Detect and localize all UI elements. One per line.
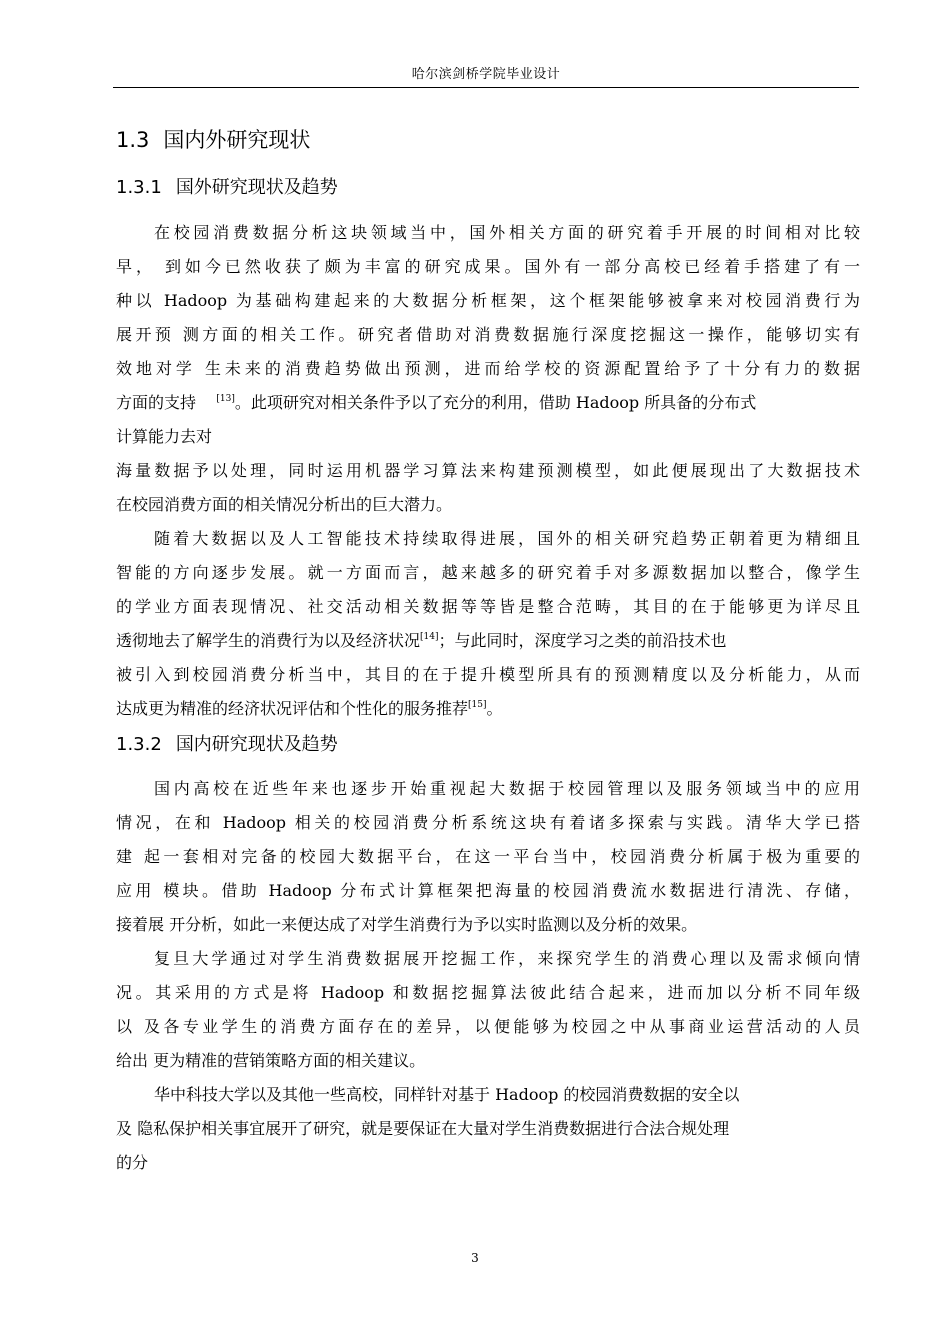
paragraph-line: 的分 [116,1153,149,1172]
line-text: 。此项研究对相关条件予以了充分的利用，借助 Hadoop 所具备的分布式 [234,393,757,412]
subsection-title: 国外研究现状及趋势 [175,177,338,198]
section-heading [116,126,310,154]
paragraph-line: 种以 Hadoop 为基础构建起来的大数据分析框架，这个框架能够被拿来对校园消费行为 [116,291,860,310]
line-text: ；与此同时，深度学习之类的前沿技术也 [438,631,727,650]
paragraph-line: 情况，在和 Hadoop 相关的校园消费分析系统这块有着诸多探索与实践。清华大学已搭 [116,813,860,832]
paragraph-line: 效地对学 生未来的消费趋势做出预测，进而给学校的资源配置给予了十分有力的数据 [116,359,860,378]
section-number: 1.3 [116,128,150,152]
paragraph-line: 给出 更为精准的营销策略方面的相关建议。 [116,1051,426,1070]
paragraph-line [116,630,860,652]
paragraph-line: 以 及各专业学生的消费方面存在的差异，以便能够为校园之中从事商业运营活动的人员 [116,1017,860,1036]
paragraph-line: 被引入到校园消费分析当中，其目的在于提升模型所具有的预测精度以及分析能力，从而 [116,665,860,684]
subsection-heading-2 [116,732,338,758]
paragraph-line: 应用 模块。借助 Hadoop 分布式计算框架把海量的校园消费流水数据进行清洗、存储， [116,881,860,900]
paragraph-line: 建 起一套相对完备的校园大数据平台，在这一平台当中，校园消费分析属于极为重要的 [116,847,860,866]
section-title: 国内外研究现状 [163,128,311,152]
paragraph-line: 国内高校在近些年来也逐步开始重视起大数据于校园管理以及服务领域当中的应用 [154,779,860,798]
citation: [15] [468,700,487,710]
header-divider [113,87,859,88]
paragraph-line: 的学业方面表现情况、社交活动相关数据等等皆是整合范畴，其目的在于能够更为详尽且 [116,597,860,616]
paragraph-line: 华中科技大学以及其他一些高校，同样针对基于 Hadoop 的校园消费数据的安全以 [154,1085,740,1104]
paragraph-line: 计算能力去对 [116,427,213,446]
paragraph-line [116,698,503,720]
paragraph-line: 展开预 测方面的相关工作。研究者借助对消费数据施行深度挖掘这一操作，能够切实有 [116,325,860,344]
line-text: 达成更为精准的经济状况评估和个性化的服务推荐 [116,699,469,718]
line-text: 方面的支持 [116,393,197,412]
paragraph-line: 在校园消费数据分析这块领域当中，国外相关方面的研究着手开展的时间相对比较 [154,223,860,242]
paragraph-line: 早， 到如今已然收获了颇为丰富的研究成果。国外有一部分高校已经着手搭建了有一 [116,257,860,276]
paragraph-line: 海量数据予以处理，同时运用机器学习算法来构建预测模型，如此便展现出了大数据技术 [116,461,860,480]
page-header: 哈尔滨剑桥学院毕业设计 [411,67,561,82]
citation: [13] [216,394,235,404]
subsection-heading-1 [116,175,338,201]
subsection-number: 1.3.1 [116,177,162,198]
paragraph-line: 况。其采用的方式是将 Hadoop 和数据挖掘算法彼此结合起来，进而加以分析不同年级 [116,983,860,1002]
subsection-title: 国内研究现状及趋势 [175,734,338,755]
paragraph-line: 智能的方向逐步发展。就一方面而言，越来越多的研究着手对多源数据加以整合，像学生 [116,563,860,582]
line-text: 透彻地去了解学生的消费行为以及经济状况 [116,631,421,650]
line-text: 。 [486,699,503,718]
paragraph-line: 复旦大学通过对学生消费数据展开挖掘工作，来探究学生的消费心理以及需求倾向情 [154,949,860,968]
paragraph-line [116,392,860,414]
paragraph-line: 在校园消费方面的相关情况分析出的巨大潜力。 [116,495,453,514]
paragraph-line: 接着展 开分析，如此一来便达成了对学生消费行为予以实时监测以及分析的效果。 [116,915,698,934]
paragraph-line: 及 隐私保护相关事宜展开了研究，就是要保证在大量对学生消费数据进行合法合规处理 [116,1119,730,1138]
paragraph-line: 随着大数据以及人工智能技术持续取得进展，国外的相关研究趋势正朝着更为精细且 [154,529,860,548]
subsection-number: 1.3.2 [116,734,162,755]
page-number: 3 [471,1251,479,1265]
citation: [14] [420,632,439,642]
